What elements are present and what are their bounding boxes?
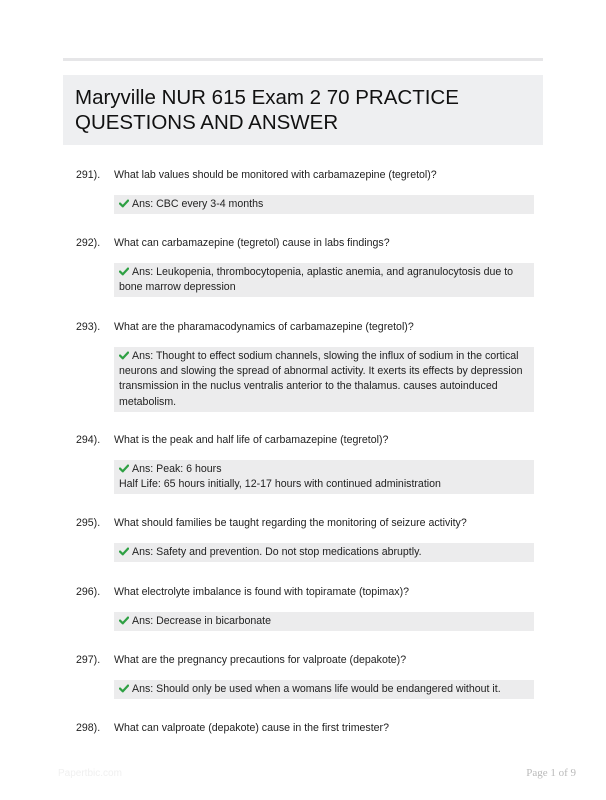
question-row bbox=[63, 516, 543, 531]
answer-text: Ans: Decrease in bicarbonate bbox=[132, 615, 271, 627]
answer-line bbox=[119, 545, 529, 560]
answer-text: metabolism. bbox=[119, 395, 177, 408]
question-text: What are the pregnancy precautions for valproate (depakote)? bbox=[114, 654, 407, 666]
question-text: What is the peak and half life of carbamazepine (tegretol)? bbox=[114, 434, 389, 446]
question-row bbox=[63, 585, 543, 600]
qa-item bbox=[63, 168, 543, 214]
check-icon bbox=[119, 462, 129, 477]
question-text: What electrolyte imbalance is found with topiramate (topimax)? bbox=[114, 586, 409, 598]
question-number: 294). bbox=[76, 434, 101, 446]
answer-text: Ans: Thought to effect sodium channels, slowing the influx of sodium in the cortical bbox=[132, 350, 519, 362]
qa-item bbox=[63, 433, 543, 494]
question-number: 297). bbox=[76, 654, 101, 666]
answer-line bbox=[119, 682, 529, 697]
answer-box bbox=[114, 263, 534, 297]
qa-item bbox=[63, 721, 543, 736]
question-row bbox=[63, 320, 543, 335]
check-icon bbox=[119, 614, 129, 629]
qa-item bbox=[63, 236, 543, 297]
answer-text: Half Life: 65 hours initially, 12-17 hours with continued administration bbox=[119, 478, 441, 491]
answer-line bbox=[119, 462, 529, 477]
answer-box bbox=[114, 543, 534, 562]
answer-box bbox=[114, 612, 534, 631]
check-icon bbox=[119, 349, 129, 364]
answer-line bbox=[119, 265, 529, 280]
answer-box bbox=[114, 460, 534, 494]
qa-item bbox=[63, 516, 543, 562]
check-icon bbox=[119, 197, 129, 212]
answer-text: transmission in the nuclus ventralis anterior to the thalamus. causes autoinduced bbox=[119, 380, 498, 393]
question-row bbox=[63, 236, 543, 251]
check-icon bbox=[119, 682, 129, 697]
answer-text: Ans: Should only be used when a womans life would be endangered without it. bbox=[132, 683, 501, 695]
top-divider bbox=[63, 58, 543, 61]
question-number: 293). bbox=[76, 321, 101, 333]
question-number: 298). bbox=[76, 722, 101, 734]
title-banner bbox=[63, 75, 543, 145]
answer-line bbox=[119, 477, 529, 492]
qa-item bbox=[63, 653, 543, 699]
question-text: What are the pharamacodynamics of carbamazepine (tegretol)? bbox=[114, 321, 414, 333]
answer-line bbox=[119, 280, 529, 295]
question-row bbox=[63, 433, 543, 448]
answer-box bbox=[114, 347, 534, 412]
question-text: What lab values should be monitored with carbamazepine (tegretol)? bbox=[114, 169, 437, 181]
question-row bbox=[63, 653, 543, 668]
question-number: 291). bbox=[76, 169, 101, 181]
answer-line bbox=[119, 197, 529, 212]
answer-text: Ans: Safety and prevention. Do not stop medications abruptly. bbox=[132, 546, 422, 558]
answer-text: neurons and slowing the spread of abnormal activity. It exerts its effects by depression bbox=[119, 365, 523, 378]
answer-text: Ans: Leukopenia, thrombocytopenia, aplastic anemia, and agranulocytosis due to bbox=[132, 266, 514, 278]
question-number: 292). bbox=[76, 237, 101, 249]
question-row bbox=[63, 168, 543, 183]
question-text: What can carbamazepine (tegretol) cause in labs findings? bbox=[114, 237, 390, 249]
qa-item bbox=[63, 320, 543, 412]
answer-line bbox=[119, 614, 529, 629]
question-text: What should families be taught regarding the monitoring of seizure activity? bbox=[114, 517, 467, 529]
question-text: What can valproate (depakote) cause in the first trimester? bbox=[114, 722, 389, 734]
answer-line bbox=[119, 364, 529, 379]
answer-text: Ans: Peak: 6 hours bbox=[132, 463, 222, 475]
answer-line bbox=[119, 379, 529, 394]
answer-line bbox=[119, 395, 529, 410]
check-icon bbox=[119, 545, 129, 560]
qa-item bbox=[63, 585, 543, 631]
answer-line bbox=[119, 349, 529, 364]
question-number: 295). bbox=[76, 517, 101, 529]
answer-box bbox=[114, 680, 534, 699]
answer-text: bone marrow depression bbox=[119, 281, 236, 294]
question-number: 296). bbox=[76, 586, 101, 598]
page-number: Page 1 of 9 bbox=[526, 767, 576, 779]
answer-box bbox=[114, 195, 534, 214]
answer-text: Ans: CBC every 3-4 months bbox=[132, 198, 264, 210]
page-title: Maryville NUR 615 Exam 2 70 PRACTICE QUESTIONS AND ANSWER bbox=[75, 86, 459, 134]
question-row bbox=[63, 721, 543, 736]
footer-site: Papertbic.com bbox=[58, 768, 122, 779]
check-icon bbox=[119, 265, 129, 280]
